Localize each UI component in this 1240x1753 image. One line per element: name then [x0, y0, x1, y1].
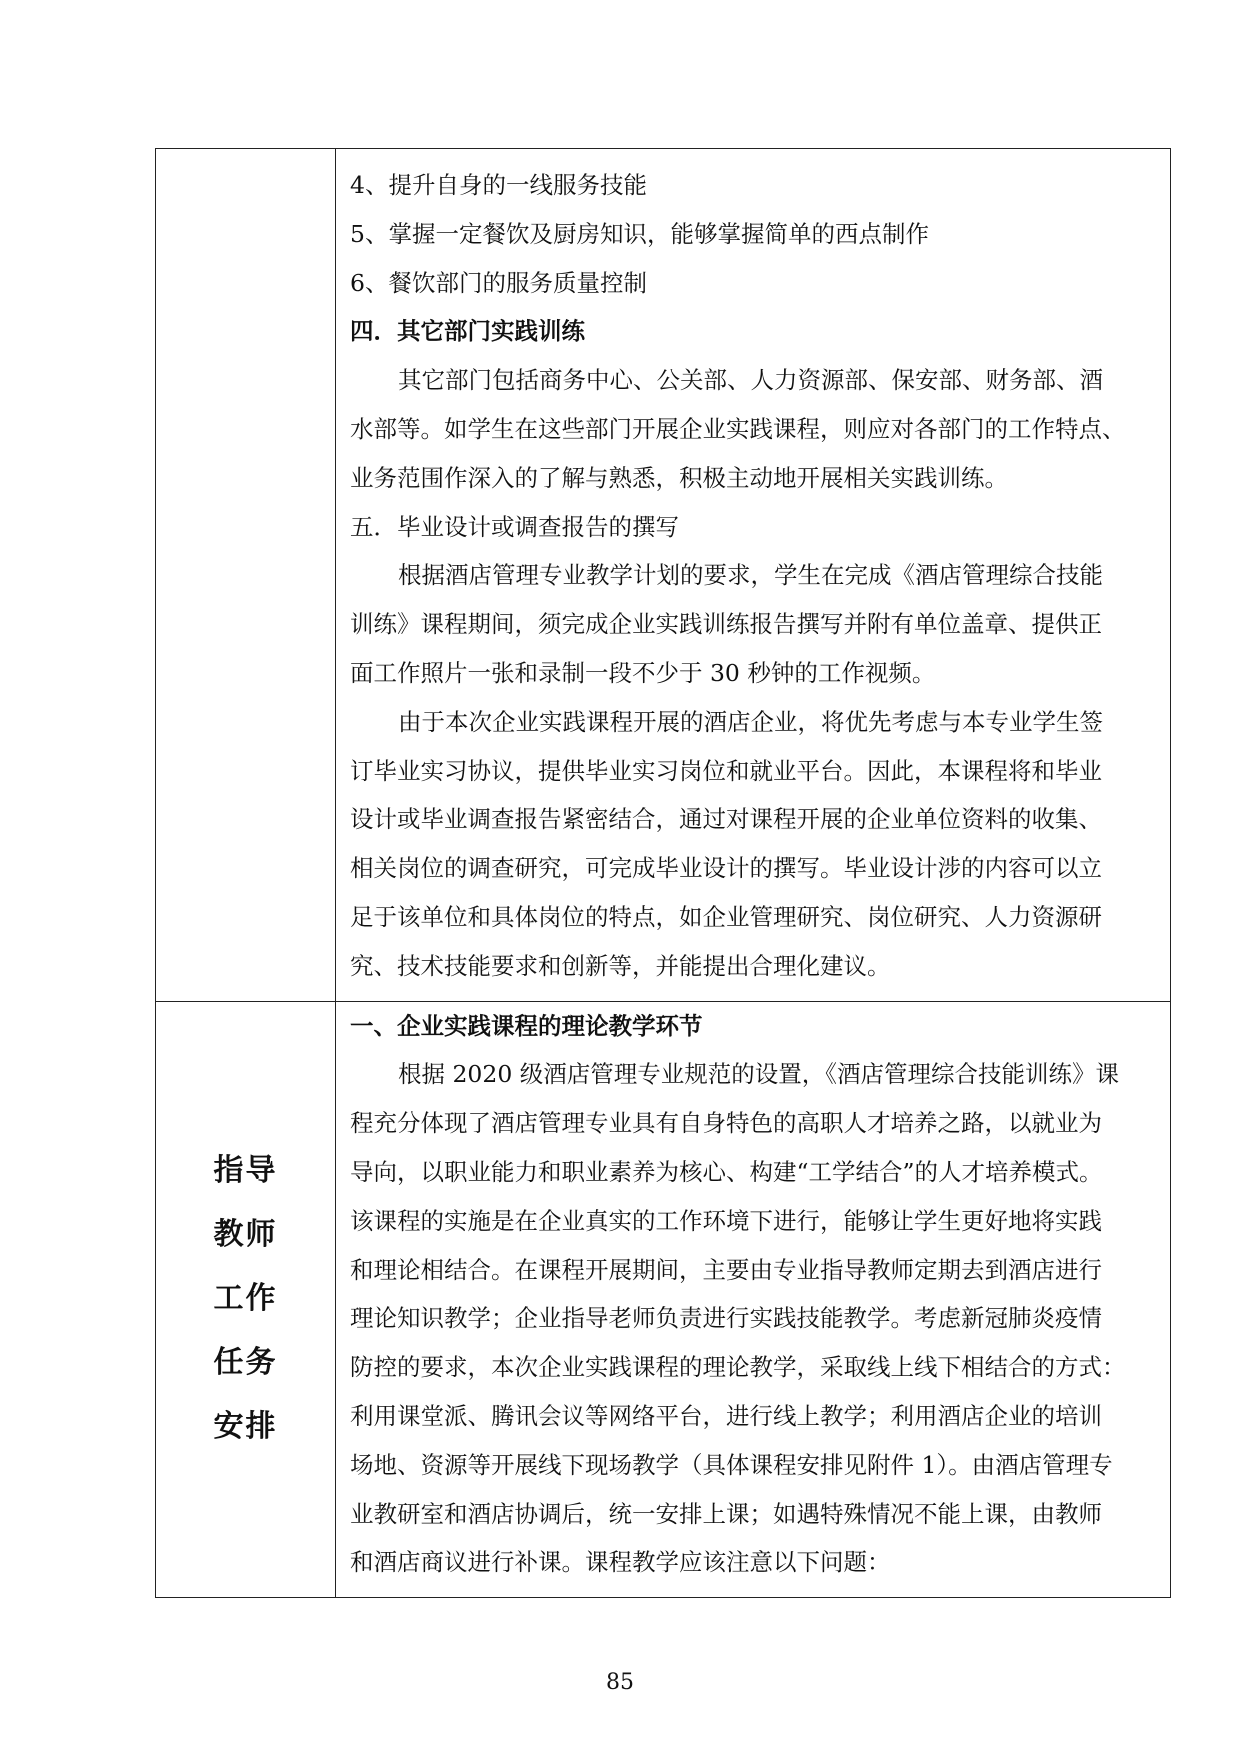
label-cell: [156, 1001, 336, 1598]
paragraph-line: 和理论相结合。在课程开展期间，主要由专业指导教师定期去到酒店进行: [350, 1255, 1102, 1284]
table-row: [156, 1001, 1171, 1598]
paragraph-line: 防控的要求，本次企业实践课程的理论教学，采取线上线下相结合的方式：: [350, 1353, 1126, 1382]
paragraph-line: 足于该单位和具体岗位的特点，如企业管理研究、岗位研究、人力资源研: [350, 902, 1102, 931]
section-heading-5: 五．毕业设计或调查报告的撰写: [350, 512, 679, 541]
row-label-line: 指导: [213, 1153, 278, 1189]
paragraph-line: 由于本次企业实践课程开展的酒店企业，将优先考虑与本专业学生签: [398, 707, 1103, 736]
paragraph-line: 面工作照片一张和录制一段不少于 30 秒钟的工作视频。: [350, 658, 936, 687]
paragraph-line: 程充分体现了酒店管理专业具有自身特色的高职人才培养之路，以就业为: [350, 1109, 1102, 1138]
paragraph-line: 训练》课程期间，须完成企业实践训练报告撰写并附有单位盖章、提供正: [350, 610, 1102, 639]
row-label-line: 教师: [213, 1217, 278, 1253]
paragraph-line: 业教研室和酒店协调后，统一安排上课；如遇特殊情况不能上课，由教师: [350, 1499, 1102, 1528]
paragraph-line: 订毕业实习协议，提供毕业实习岗位和就业平台。因此，本课程将和毕业: [350, 756, 1102, 785]
paragraph-line: 该课程的实施是在企业真实的工作环境下进行，能够让学生更好地将实践: [350, 1206, 1102, 1235]
paragraph-line: 导向，以职业能力和职业素养为核心、构建“工学结合”的人才培养模式。: [350, 1157, 1103, 1186]
paragraph-line: 相关岗位的调查研究，可完成毕业设计的撰写。毕业设计涉的内容可以立: [350, 854, 1102, 883]
paragraph-line: 究、技术技能要求和创新等，并能提出合理化建议。: [350, 951, 891, 980]
row-label-line: 工作: [213, 1281, 278, 1317]
paragraph-line: 理论知识教学；企业指导老师负责进行实践技能教学。考虑新冠肺炎疫情: [350, 1304, 1102, 1333]
content-cell: [336, 149, 1171, 1002]
paragraph-line: 水部等。如学生在这些部门开展企业实践课程，则应对各部门的工作特点、: [350, 414, 1126, 443]
paragraph-line: 利用课堂派、腾讯会议等网络平台，进行线上教学；利用酒店企业的培训: [350, 1401, 1102, 1430]
paragraph-line: 根据酒店管理专业教学计划的要求，学生在完成《酒店管理综合技能: [398, 561, 1103, 590]
content-table: [155, 148, 1171, 1598]
paragraph-line: 根据 2020 级酒店管理专业规范的设置，《酒店管理综合技能训练》课: [398, 1060, 1119, 1089]
section-heading-1: 一、企业实践课程的理论教学环节: [350, 1011, 703, 1040]
paragraph-line: 设计或毕业调查报告紧密结合，通过对课程开展的企业单位资料的收集、: [350, 805, 1102, 834]
paragraph-line: 其它部门包括商务中心、公关部、人力资源部、保安部、财务部、酒: [398, 366, 1103, 395]
list-item-4: 4、提升自身的一线服务技能: [350, 171, 647, 199]
row-label-line: 安排: [213, 1409, 278, 1445]
list-item-6: 6、餐饮部门的服务质量控制: [350, 268, 647, 297]
table-row: [156, 149, 1171, 1002]
content-cell: [336, 1001, 1171, 1598]
paragraph-line: 场地、资源等开展线下现场教学（具体课程安排见附件 1）。由酒店管理专: [350, 1450, 1113, 1479]
row-label-line: 任务: [213, 1345, 278, 1381]
section-heading-4: 四．其它部门实践训练: [350, 317, 585, 346]
label-cell-empty: [156, 149, 336, 1002]
list-item-5: 5、掌握一定餐饮及厨房知识，能够掌握简单的西点制作: [350, 219, 929, 248]
paragraph-line: 和酒店商议进行补课。课程教学应该注意以下问题：: [350, 1548, 891, 1577]
page-number: 85: [606, 1670, 634, 1695]
paragraph-line: 业务范围作深入的了解与熟悉，积极主动地开展相关实践训练。: [350, 463, 1008, 492]
